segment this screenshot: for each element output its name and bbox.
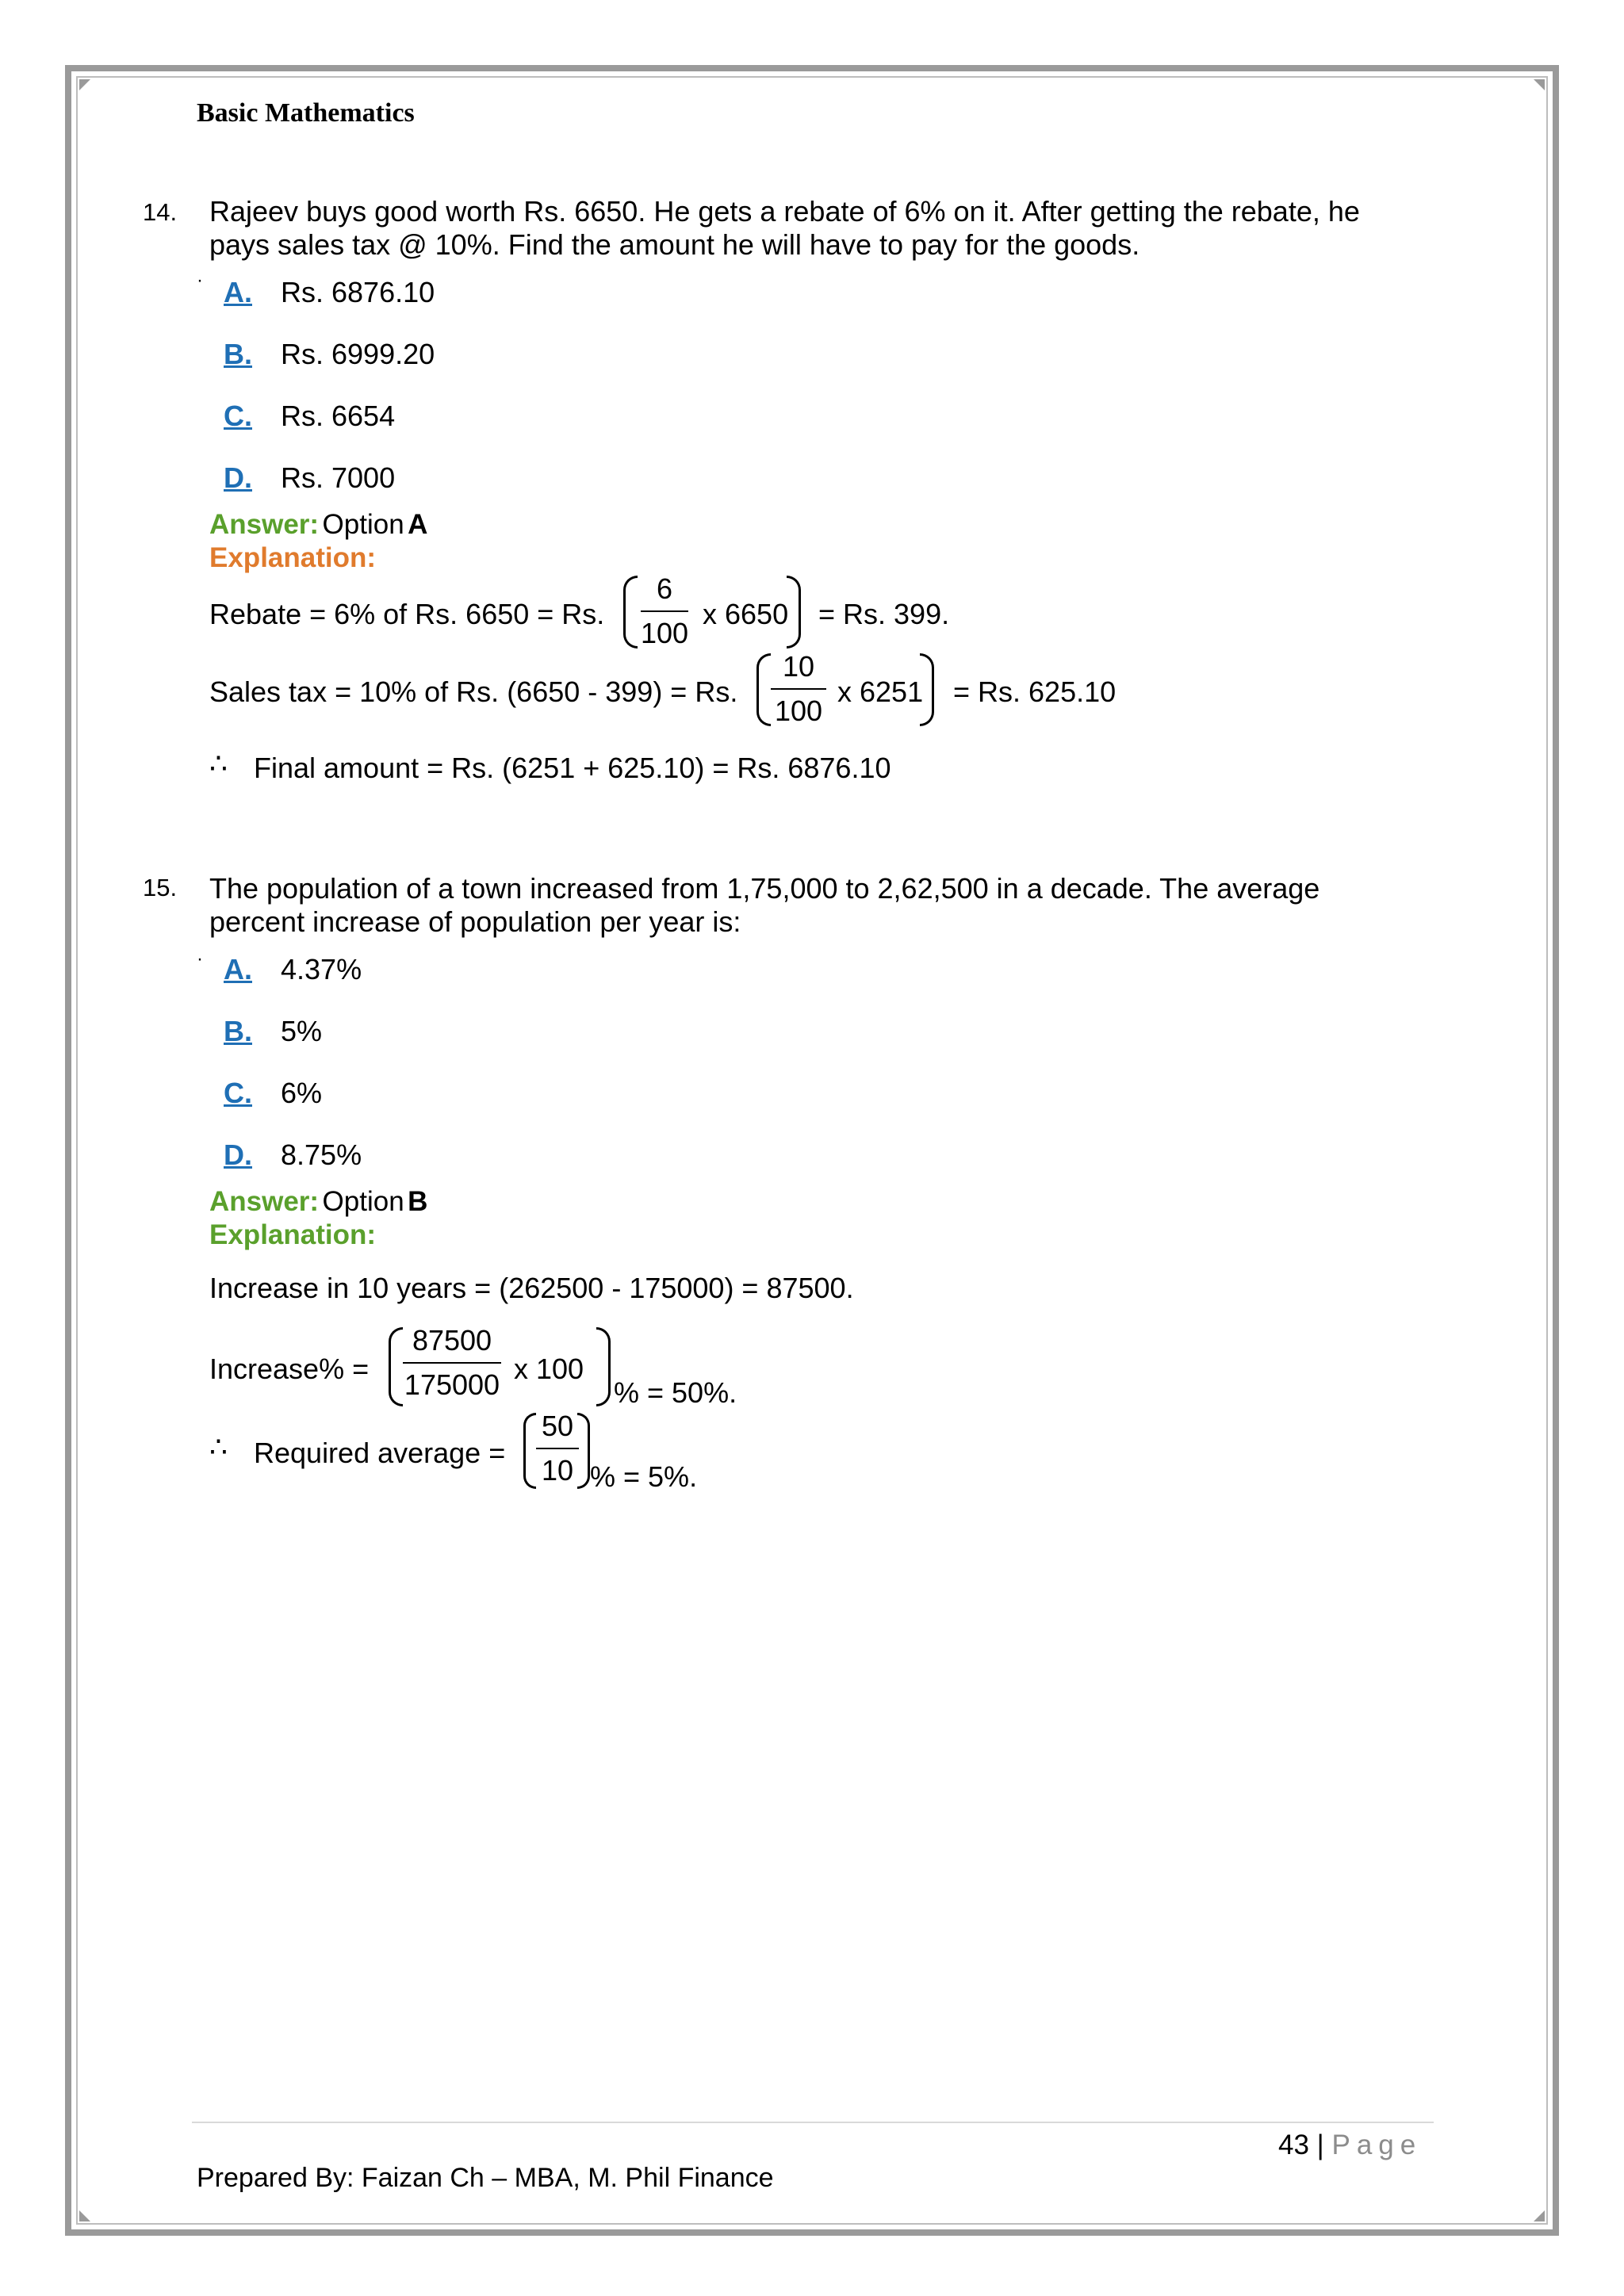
answer-prefix: Option	[322, 1186, 404, 1217]
border-corner-ornament	[79, 79, 90, 90]
right-parenthesis	[596, 1327, 611, 1406]
option-c-text: Rs. 6654	[281, 400, 396, 432]
sales-tax-result: = Rs. 625.10	[953, 675, 1116, 708]
left-parenthesis	[623, 576, 638, 649]
page-number-value: 43	[1278, 2130, 1309, 2160]
bullet-dot: ·	[197, 948, 203, 970]
left-parenthesis	[523, 1413, 536, 1489]
multiplier: x 6251	[837, 675, 924, 708]
left-parenthesis	[389, 1327, 403, 1406]
option-a-link[interactable]: A.	[224, 953, 252, 985]
question-text-line-1: Rajeev buys good worth Rs. 6650. He gets a rebate of 6% on it. After getting the rebate, he	[209, 195, 1360, 228]
answer-prefix: Option	[322, 509, 404, 540]
option-d-text: Rs. 7000	[281, 461, 396, 494]
final-amount: Final amount = Rs. (6251 + 625.10) = Rs. 6876.10	[254, 752, 891, 784]
option-c-text: 6%	[281, 1077, 323, 1109]
option-b-text: Rs. 6999.20	[281, 338, 435, 370]
option-b-link[interactable]: B.	[224, 1015, 252, 1047]
footer-divider	[192, 2122, 1434, 2123]
fraction-bar	[771, 688, 826, 690]
answer-line	[209, 1186, 427, 1218]
right-parenthesis	[920, 653, 934, 726]
page-number-separator: |	[1316, 2130, 1324, 2160]
answer-label: Answer:	[209, 509, 320, 540]
multiplier: x 100	[514, 1353, 584, 1385]
fraction-denominator: 100	[774, 695, 823, 727]
fraction-numerator: 87500	[412, 1324, 492, 1357]
fraction-denominator: 10	[541, 1454, 574, 1487]
page-header: Basic Mathematics	[197, 98, 415, 128]
fraction-numerator: 50	[541, 1410, 574, 1442]
option-a-text: Rs. 6876.10	[281, 276, 435, 308]
page-number	[1278, 2130, 1422, 2161]
fraction-bar	[641, 610, 688, 612]
prepared-by: Prepared By: Faizan Ch – MBA, M. Phil Finance	[197, 2163, 774, 2193]
therefore-symbol: ∴	[209, 1430, 228, 1463]
fraction-denominator: 100	[641, 617, 689, 649]
fraction-numerator: 10	[782, 650, 815, 683]
rebate-result: = Rs. 399.	[818, 598, 950, 630]
option-b-link[interactable]: B.	[224, 338, 252, 370]
left-parenthesis	[756, 653, 771, 726]
required-average-prefix: Required average =	[254, 1437, 506, 1469]
option-b-text: 5%	[281, 1015, 323, 1047]
border-corner-ornament	[1534, 2210, 1545, 2221]
therefore-symbol: ∴	[209, 747, 228, 779]
option-a-text: 4.37%	[281, 953, 362, 985]
fraction-bar	[536, 1448, 579, 1449]
option-a-link[interactable]: A.	[224, 276, 252, 308]
bullet-dot: ·	[197, 270, 203, 291]
right-parenthesis	[787, 576, 801, 649]
question-text-line-2: pays sales tax @ 10%. Find the amount he will have to pay for the goods.	[209, 228, 1140, 261]
increase-percent-result: % = 50%.	[614, 1376, 737, 1409]
rebate-prefix: Rebate = 6% of Rs. 6650 = Rs.	[209, 598, 605, 630]
question-text-line-1: The population of a town increased from 1,75,000 to 2,62,500 in a decade. The average	[209, 872, 1320, 905]
option-c-link[interactable]: C.	[224, 400, 252, 432]
question-number: 14.	[143, 198, 178, 226]
option-c-link[interactable]: C.	[224, 1077, 252, 1109]
fraction-numerator: 6	[656, 572, 673, 605]
increase-percent-prefix: Increase% =	[209, 1353, 370, 1385]
explanation-label: Explanation:	[209, 542, 377, 573]
question-text-line-2: percent increase of population per year is:	[209, 905, 741, 938]
increase-line: Increase in 10 years = (262500 - 175000) = 87500.	[209, 1272, 854, 1304]
border-corner-ornament	[79, 2210, 90, 2221]
page-word: Page	[1331, 2130, 1423, 2160]
border-corner-ornament	[1534, 79, 1545, 90]
right-parenthesis	[577, 1413, 590, 1489]
explanation-label: Explanation:	[209, 1219, 377, 1250]
option-d-link[interactable]: D.	[224, 461, 252, 494]
question-number: 15.	[143, 874, 178, 901]
multiplier: x 6650	[703, 598, 789, 630]
option-d-link[interactable]: D.	[224, 1138, 252, 1171]
answer-option: B	[408, 1186, 428, 1217]
sales-tax-prefix: Sales tax = 10% of Rs. (6650 - 399) = Rs.	[209, 675, 738, 708]
answer-label: Answer:	[209, 1186, 320, 1217]
fraction-denominator: 175000	[404, 1368, 500, 1401]
answer-line	[209, 509, 427, 541]
required-average-result: % = 5%.	[590, 1460, 698, 1493]
answer-option: A	[408, 509, 428, 540]
fraction-bar	[403, 1362, 501, 1364]
option-d-text: 8.75%	[281, 1138, 362, 1171]
